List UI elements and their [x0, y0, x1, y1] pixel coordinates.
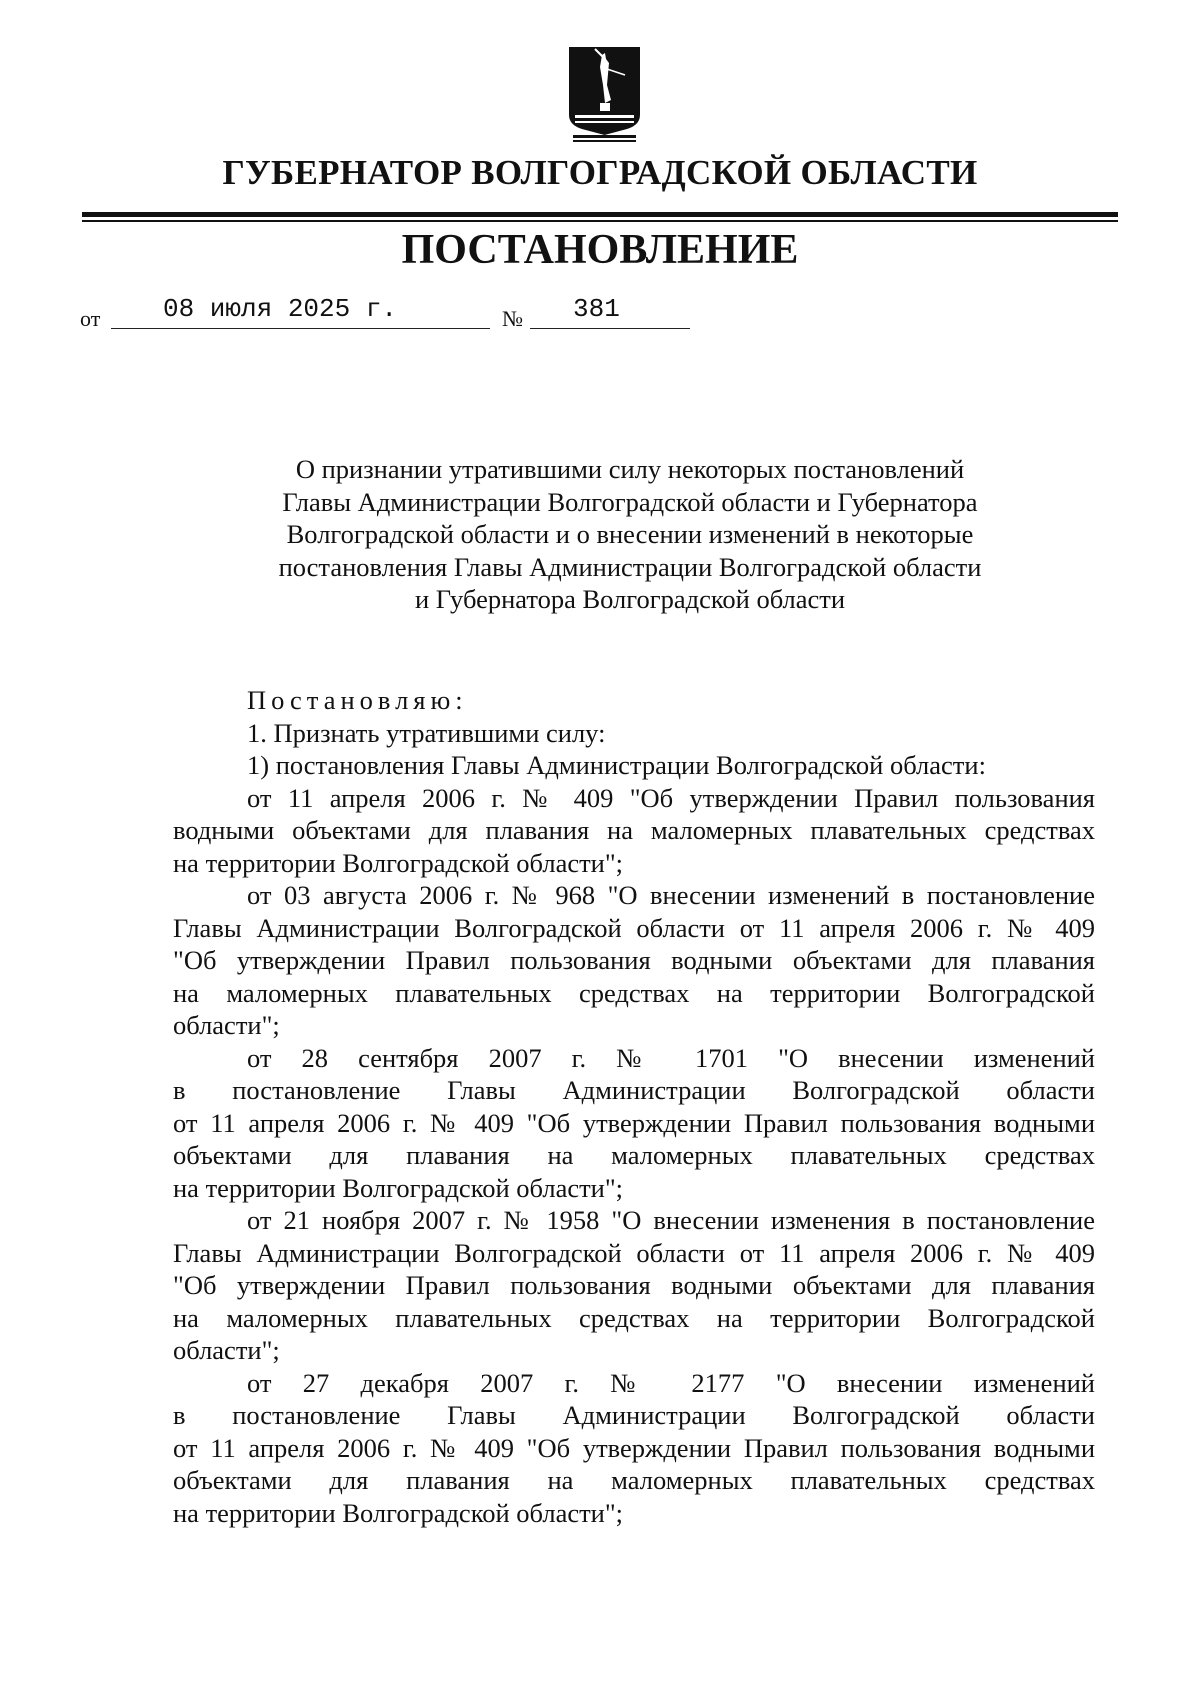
paragraph-line: объектами для плавания на маломерных плавательных средствах — [173, 1465, 1095, 1495]
subitem-heading: 1) постановления Главы Администрации Волгоградской области: — [247, 750, 986, 780]
paragraph-line: на территории Волгоградской области"; — [173, 1497, 624, 1528]
title-line: постановления Главы Администрации Волгоградской области — [278, 551, 982, 582]
paragraph-line: от 11 апреля 2006 г. № 409 "Об утверждении Правил пользования водными — [173, 1432, 1095, 1463]
document-title — [200, 453, 1060, 616]
document-body — [173, 684, 1095, 1529]
title-line: О признании утратившими силу некоторых постановлений — [295, 454, 965, 484]
paragraph-line: "Об утверждении Правил пользования водными объектами для плавания — [173, 1270, 1095, 1300]
document-type-heading: ПОСТАНОВЛЕНИЕ — [401, 227, 799, 273]
paragraph-line: на маломерных плавательных средствах на территории Волгоградской — [173, 977, 1095, 1008]
header-rule-thick — [82, 212, 1118, 217]
paragraph-line: от 11 апреля 2006 г. № 409 "Об утверждении Правил пользования водными — [173, 1107, 1095, 1138]
paragraph-line: в постановление Главы Администрации Волгоградской области — [173, 1400, 1095, 1430]
number-underline — [530, 328, 690, 329]
paragraph-line: на территории Волгоградской области"; — [173, 847, 624, 878]
item-heading: 1. Признать утратившими силу: — [247, 717, 606, 748]
title-line: Главы Администрации Волгоградской области и Губернатора — [282, 486, 978, 517]
paragraph-line: объектами для плавания на маломерных плавательных средствах — [173, 1140, 1095, 1170]
paragraph-line: от 11 апреля 2006 г. № 409 "Об утверждении Правил пользования — [247, 782, 1095, 813]
date-value: 08 июля 2025 г. — [163, 294, 398, 324]
number-label: № — [502, 306, 523, 331]
paragraph-line: Главы Администрации Волгоградской области от 11 апреля 2006 г. № 409 — [173, 1237, 1095, 1268]
paragraph-line: от 27 декабря 2007 г. № 2177 "О внесении изменений — [247, 1367, 1095, 1398]
date-label: от — [80, 306, 101, 331]
paragraph-line: области"; — [173, 1335, 280, 1365]
header-rule-thin — [82, 220, 1118, 222]
paragraph-line: от 21 ноября 2007 г. № 1958 "О внесении изменения в постановление — [247, 1205, 1095, 1235]
title-line: Волгоградской области и о внесении изменений в некоторые — [286, 519, 974, 549]
volgograd-emblem-icon — [567, 45, 642, 143]
paragraph-line: области"; — [173, 1010, 280, 1040]
date-underline — [111, 328, 490, 329]
paragraph-line: на территории Волгоградской области"; — [173, 1172, 624, 1203]
paragraph-line: в постановление Главы Администрации Волгоградской области — [173, 1075, 1095, 1105]
paragraph-line: водными объектами для плавания на маломерных плавательных средствах — [173, 815, 1095, 845]
number-value: 381 — [573, 294, 620, 324]
paragraph-line: на маломерных плавательных средствах на территории Волгоградской — [173, 1302, 1095, 1333]
paragraph-line: "Об утверждении Правил пользования водными объектами для плавания — [173, 945, 1095, 975]
resolution-lead: Постановляю: — [247, 685, 468, 715]
paragraph-line: от 28 сентября 2007 г. № 1701 "О внесении изменений — [247, 1042, 1095, 1073]
title-line: и Губернатора Волгоградской области — [414, 584, 846, 614]
issuer-heading: ГУБЕРНАТОР ВОЛГОГРАДСКОЙ ОБЛАСТИ — [222, 153, 978, 192]
paragraph-line: от 03 августа 2006 г. № 968 "О внесении изменений в постановление — [247, 880, 1095, 910]
paragraph-line: Главы Администрации Волгоградской области от 11 апреля 2006 г. № 409 — [173, 912, 1095, 943]
